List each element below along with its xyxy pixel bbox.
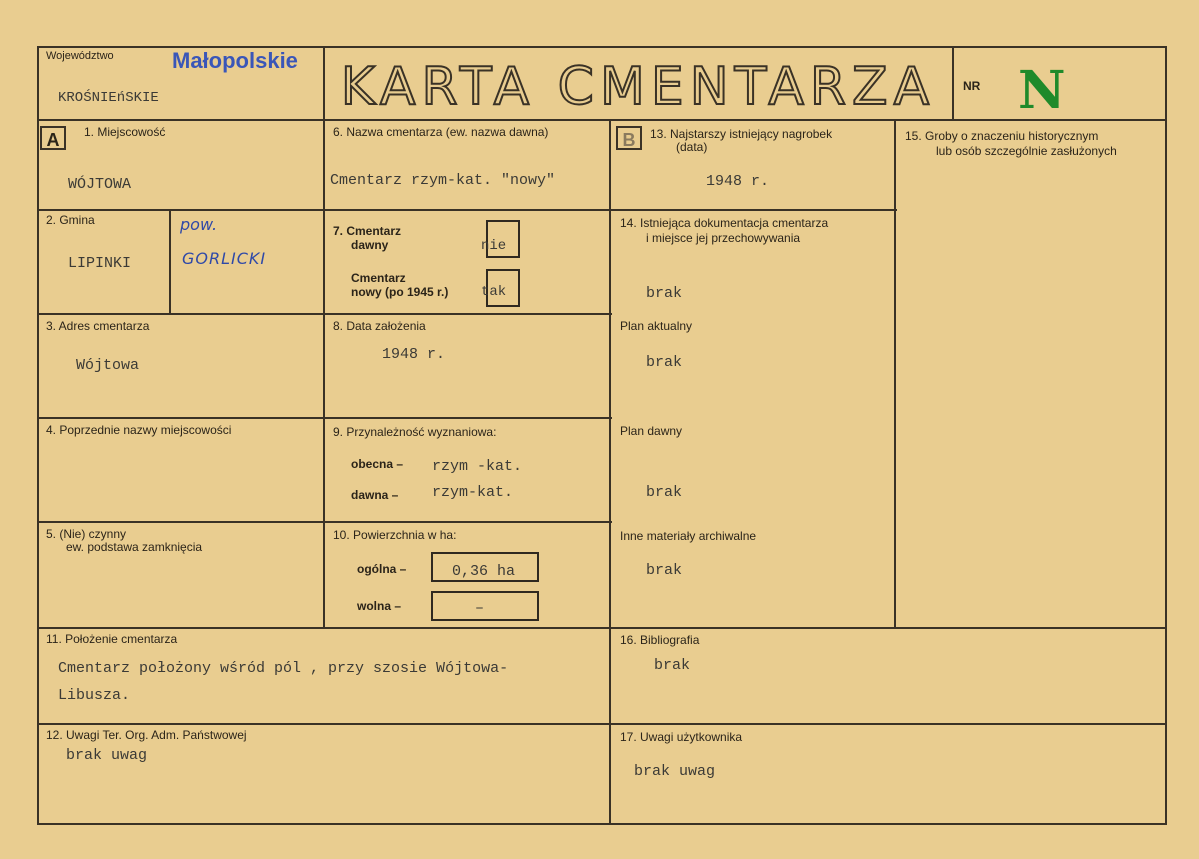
uwagi-ter-value: brak uwag [66, 747, 148, 764]
powiat-hand-value: GORLICKI [182, 249, 267, 268]
rule-right [1165, 46, 1167, 825]
wojewodztwo-label: Województwo [46, 50, 114, 62]
inne-materialy-value: brak [646, 562, 683, 579]
card-title: KARTA CMENTARZA [340, 57, 936, 117]
plan-aktualny-value: brak [646, 354, 683, 371]
czynny-label: 5. (Nie) czynny [46, 527, 127, 541]
rule-gmina [169, 209, 171, 313]
data-zalozenia-value: 1948 r. [382, 346, 446, 363]
bibliografia-label: 16. Bibliografia [620, 633, 700, 647]
section-b-badge: B [616, 126, 642, 150]
dawny-value: nie [481, 238, 507, 254]
inne-materialy-label: Inne materiały archiwalne [620, 529, 757, 543]
nazwa-cmentarza-label: 6. Nazwa cmentarza (ew. nazwa dawna) [333, 125, 549, 139]
dokumentacja-label: 14. Istniejąca dokumentacja cmentarza [620, 216, 829, 230]
rule-row6 [37, 723, 1167, 725]
miejscowosc-value: WÓJTOWA [68, 176, 132, 193]
najstarszy-nagrobek-value: 1948 r. [706, 173, 770, 190]
polozenie-value-line1: Cmentarz położony wśród pól , przy szosie Wójtowa- [58, 660, 509, 677]
wojewodztwo-stamp: Małopolskie [172, 48, 298, 73]
groby-label2: lub osób szczególnie zasłużonych [936, 144, 1117, 158]
section-a-badge: A [40, 126, 66, 150]
rule-left [37, 46, 39, 825]
bibliografia-value: brak [654, 657, 691, 674]
cmentarz-nowy-label2: nowy (po 1945 r.) [351, 285, 449, 299]
ogolna-value: 0,36 ha [452, 563, 516, 580]
uwagi-uzytkownika-value: brak uwag [634, 763, 716, 780]
miejscowosc-label: 1. Miejscowość [84, 125, 166, 139]
przynaleznosc-label: 9. Przynależność wyznaniowa: [333, 425, 497, 439]
gmina-value: LIPINKI [68, 255, 132, 272]
rule-row1 [37, 209, 897, 211]
plan-dawny-label: Plan dawny [620, 424, 683, 438]
uwagi-ter-label: 12. Uwagi Ter. Org. Adm. Państwowej [46, 728, 247, 742]
plan-dawny-value: brak [646, 484, 683, 501]
data-zalozenia-label: 8. Data założenia [333, 319, 426, 333]
uwagi-uzytkownika-label: 17. Uwagi użytkownika [620, 730, 743, 744]
dawna-value: rzym-kat. [432, 484, 514, 501]
groby-label: 15. Groby o znaczeniu historycznym [905, 129, 1099, 143]
rule-bottom [37, 823, 1167, 825]
wolna-box [431, 591, 539, 621]
wolna-value: – [475, 600, 485, 617]
dawna-label: dawna – [351, 488, 399, 502]
wolna-label: wolna – [357, 599, 402, 613]
wojewodztwo-value: KROŚNIEńSKIE [58, 90, 159, 106]
rule-col1 [323, 46, 325, 627]
rule-col2 [609, 119, 611, 823]
adres-value: Wójtowa [76, 357, 140, 374]
dokumentacja-label2: i miejsce jej przechowywania [646, 231, 801, 245]
rule-nr [952, 46, 954, 119]
obecna-value: rzym -kat. [432, 458, 523, 475]
powierzchnia-label: 10. Powierzchnia w ha: [333, 528, 457, 542]
polozenie-label: 11. Położenie cmentarza [46, 632, 178, 646]
dokumentacja-value: brak [646, 285, 683, 302]
plan-aktualny-label: Plan aktualny [620, 319, 693, 333]
podstawa-zamkniecia-label: ew. podstawa zamknięcia [66, 540, 203, 554]
nazwa-cmentarza-value: Cmentarz rzym-kat. "nowy" [330, 172, 556, 189]
adres-label: 3. Adres cmentarza [46, 319, 150, 333]
nr-value: N [1018, 60, 1066, 121]
nr-label: NR [963, 79, 981, 93]
najstarszy-nagrobek-label: 13. Najstarszy istniejący nagrobek [650, 127, 833, 141]
obecna-label: obecna – [351, 457, 404, 471]
cmentarz-dawny-label2: dawny [351, 238, 389, 252]
cmentarz-nowy-label: Cmentarz [351, 271, 406, 285]
gmina-label: 2. Gmina [46, 213, 95, 227]
nowy-value: tak [481, 284, 507, 300]
rule-row5 [37, 627, 1167, 629]
powiat-hand-label: pow. [180, 215, 218, 234]
najstarszy-nagrobek-label2: (data) [676, 140, 708, 154]
polozenie-value-line2: Libusza. [58, 687, 131, 704]
ogolna-label: ogólna – [357, 562, 407, 576]
poprzednie-nazwy-label: 4. Poprzednie nazwy miejscowości [46, 423, 232, 437]
rule-col3 [894, 119, 896, 627]
cmentarz-dawny-label: 7. Cmentarz [333, 224, 402, 238]
